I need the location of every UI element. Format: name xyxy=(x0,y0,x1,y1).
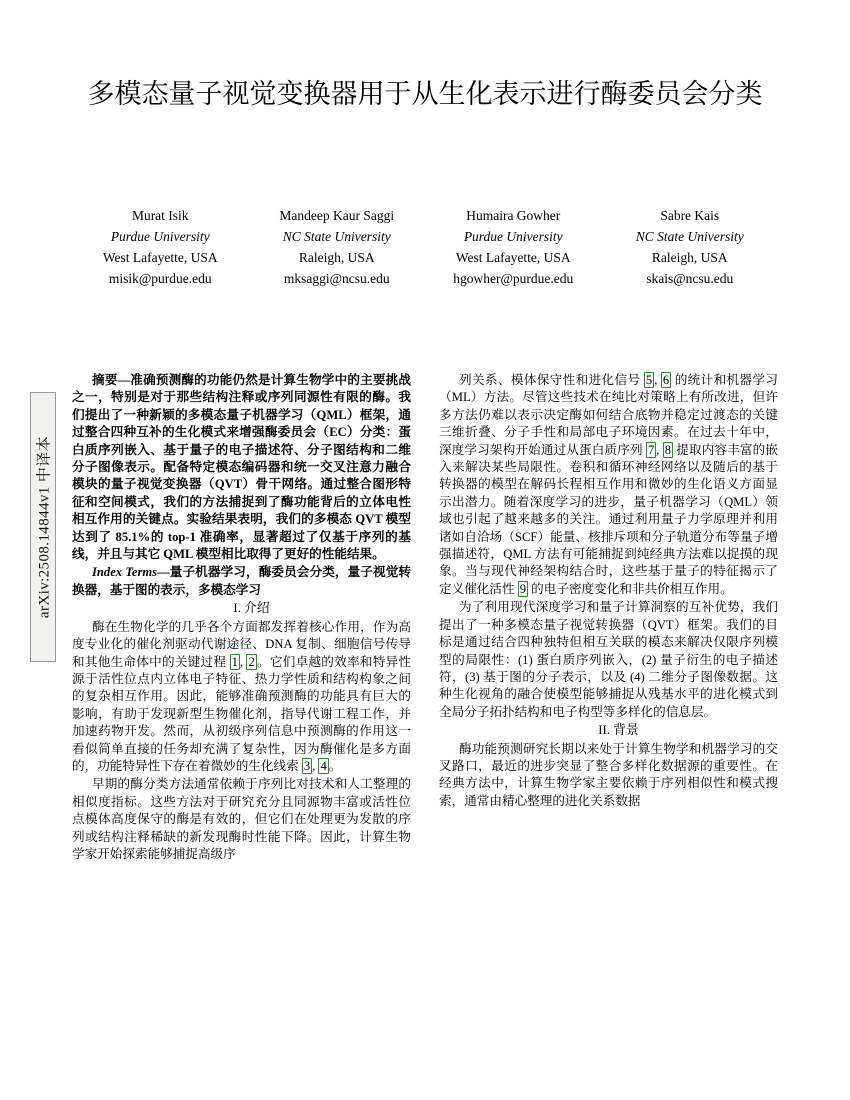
citation-link[interactable]: 3 xyxy=(303,758,311,773)
index-terms-label: Index Terms— xyxy=(92,565,170,580)
citation-link[interactable]: 6 xyxy=(662,373,670,387)
body-columns xyxy=(72,372,778,864)
arxiv-stamp-text: arXiv:2508.14844v1 中译本 xyxy=(36,435,53,619)
right-column xyxy=(439,372,778,864)
citation-link[interactable]: 2 xyxy=(248,654,255,669)
author-location: Raleigh, USA xyxy=(298,250,375,265)
abstract-paragraph: 摘要—准确预测酶的功能仍然是计算生物学中的主要挑战之一，特别是对于那些结构注释或序列同源性有限的酶。我们提出了一种新颖的多模态量子机器学习（QML）框架，通过整合四种互补的生化模式来增强酶委员会（EC）分类：蛋白质序列嵌入、基于量子的电子描述符、分子图结构和二维分子图像表示。配备特定模态编码器和统一交叉注意力融合模块的量子视觉变换器（QVT）骨干网络。通过整合图形特征和空间模式，我们的方法捕捉到了酶功能背后的立体电性相互作用的关键点。实验结果表明，我们的多模态 QVT 模型达到了 85.1%的 top-1 准确率，显著超过了仅基于序列的基线，并且与其它 QML 模型相比取得了更好的性能结果。 xyxy=(72,373,411,562)
author-affiliation: NC State University xyxy=(635,229,744,244)
citation-link[interactable]: 4 xyxy=(320,758,327,773)
intro-paragraph-2: 早期的酶分类方法通常依赖于序列比对技术和人工整理的相似度指标。这些方法对于研究充分且同源物丰富或活性位点模体高度保守的酶是有效的，但它们在处理更为发散的序列或结构注释稀缺的新发现酶时性能下降。因此，计算生物学家开始探索能够捕捉高级序 xyxy=(72,777,411,861)
author-email: mksaggi@ncsu.edu xyxy=(283,271,390,286)
citation-link[interactable]: 7 xyxy=(647,442,655,457)
author-entry xyxy=(249,205,426,289)
author-name: Mandeep Kaur Saggi xyxy=(279,208,395,223)
author-entry xyxy=(602,205,779,289)
author-location: West Lafayette, USA xyxy=(102,250,218,265)
section-heading-introduction: I. 介绍 xyxy=(233,601,270,616)
right-p1-part-a: 列关系、模体保守性和进化信号 xyxy=(459,373,644,387)
author-affiliation: Purdue University xyxy=(110,229,210,244)
author-email: skais@ncsu.edu xyxy=(646,271,734,286)
author-location: West Lafayette, USA xyxy=(455,250,571,265)
citation-link[interactable]: 1 xyxy=(231,654,238,669)
intro-p1-part-b: 。它们卓越的效率和特异性源于活性位点内立体电子特征、热力学性质和结构构象之间的复杂相互作用。因此，能够准确预测酶的功能具有巨大的影响，有助于发现新型生物催化剂，指导代谢工程工作，并加速药物开发。然而，从初级序列信息中预测酶的作用这一看似简单直接的任务却充满了复杂性，因为酶催化是多方面的，功能特异性下存在着微妙的生化线索 xyxy=(72,654,411,773)
index-terms xyxy=(72,564,411,599)
right-paragraph-3: 酶功能预测研究长期以来处于计算生物学和机器学习的交叉路口，最近的进步突显了整合多样化数据源的重要性。在经典方法中，计算生物学家主要依赖于序列相似性和模式搜索，通常由精心整理的进化关系数据 xyxy=(439,741,778,808)
intro-p1-part-c: 。 xyxy=(328,758,342,773)
author-email: hgowher@purdue.edu xyxy=(453,271,574,286)
page-title: 多模态量子视觉变换器用于从生化表示进行酶委员会分类 xyxy=(87,79,763,110)
right-paragraph-2: 为了利用现代深度学习和量子计算洞察的互补优势，我们提出了一种多模态量子视觉转换器（QVT）框架。我们的目标是通过结合四种独特但相互关联的模态来解决仅限序列模型的局限性：(1) 蛋白质序列嵌入，(2) 量子衍生的电子描述符，(3) 基于图的分子表示，以及 (4) 二维分子图像数据。这种生化视角的融合使模型能够捕捉从残基水平的进化模式到全局分子拓扑结构和电子构型等多样化的信息层。 xyxy=(439,600,778,719)
author-affiliation: NC State University xyxy=(282,229,391,244)
author-location: Raleigh, USA xyxy=(651,250,728,265)
section-heading-background: II. 背景 xyxy=(598,723,639,738)
author-name: Sabre Kais xyxy=(660,208,720,223)
author-name: Murat Isik xyxy=(131,208,189,223)
right-paragraph-1: 列关系、模体保守性和进化信号 5 , 6 的统计和机器学习（ML）方法。尽管这些技术在纯比对策略上有所改进，但许多方法仍难以表示决定酶如何结合底物并稳定过渡态的关键三维折叠、分子手性和局部电子环境因素。在过去十年中，深度学习架构开始通过从蛋白质序列 7 , 8 提取内容丰富的嵌入来解决某些局限性。卷积和循环神经网络以及随后的基于转换器的模型在解码长程相互作用和微妙的生化语义方面显示出潜力。随着深度学习的进步，量子机器学习（QML）领域也引起了越来越多的关注。通过利用量子力学原理并利用诸如自洽场（SCF）能量、核排斥项和分子轨道分布等量子增强描述符，QML 方法有可能捕捉到纯经典方法难以捉摸的现象。当与现代神经架构结合时，这些基于量子的特征揭示了定义催化活性 9 的电子密度变化和非共价相互作用。 xyxy=(439,373,778,596)
index-terms-value: 量子机器学习，酶委员会分类，量子视觉转换器，基于图的表示，多模态学习 xyxy=(72,565,412,597)
author-entry xyxy=(72,205,249,289)
right-p1-part-d: 的电子密度变化和非共价相互作用。 xyxy=(528,581,733,596)
author-affiliation: Purdue University xyxy=(463,229,563,244)
author-name: Humaira Gowher xyxy=(466,208,561,223)
author-email: misik@purdue.edu xyxy=(108,271,212,286)
arxiv-stamp xyxy=(30,392,56,662)
right-p1-part-b: 的统计和机器学习（ML）方法。尽管这些技术在纯比对策略上有所改进，但许多方法仍难以表示决定酶如何结合底物并稳定过渡态的关键三维折叠、分子手性和局部电子环境因素。在过去十年中，深度学习架构开始通过从蛋白质序列 xyxy=(439,373,778,457)
right-p1-part-c: 提取内容丰富的嵌入来解决某些局限性。卷积和循环神经网络以及随后的基于转换器的模型在解码长程相互作用和微妙的生化语义方面显示出潜力。随着深度学习的进步，量子机器学习（QML）领域也引起了越来越多的关注。通过利用量子力学原理并利用诸如自洽场（SCF）能量、核排斥项和分子轨道分布等量子增强描述符，QML 方法有可能捕捉到纯经典方法难以捉摸的现象。当与现代神经架构结合时，这些基于量子的特征揭示了定义催化活性 xyxy=(439,442,778,596)
intro-paragraph-1: 酶在生物化学的几乎各个方面都发挥着核心作用，作为高度专业化的催化剂驱动代谢途径、DNA 复制、细胞信号传导和其他生命体中的关键过程 1 , 2 。它们卓越的效率和特异性源于活性位点内立体电子特征、热力学性质和结构构象之间的复杂相互作用。因此，能够准确预测酶的功能具有巨大的影响，有助于发现新型生物催化剂，指导代谢工程工作，并加速药物开发。然而，从初级序列信息中预测酶的作用这一看似简单直接的任务却充满了复杂性，因为酶催化是多方面的，功能特异性下存在着微妙的生化线索 3 , 4 。 xyxy=(72,619,411,773)
left-column xyxy=(72,372,411,864)
citation-link[interactable]: 5 xyxy=(645,373,653,387)
intro-p1-part-a: 酶在生物化学的几乎各个方面都发挥着核心作用，作为高度专业化的催化剂驱动代谢途径、DNA 复制、细胞信号传导和其他生命体中的关键过程 xyxy=(72,619,411,669)
author-entry xyxy=(425,205,602,289)
citation-link[interactable]: 9 xyxy=(519,581,527,596)
author-list xyxy=(72,205,778,289)
citation-link[interactable]: 8 xyxy=(664,442,671,457)
